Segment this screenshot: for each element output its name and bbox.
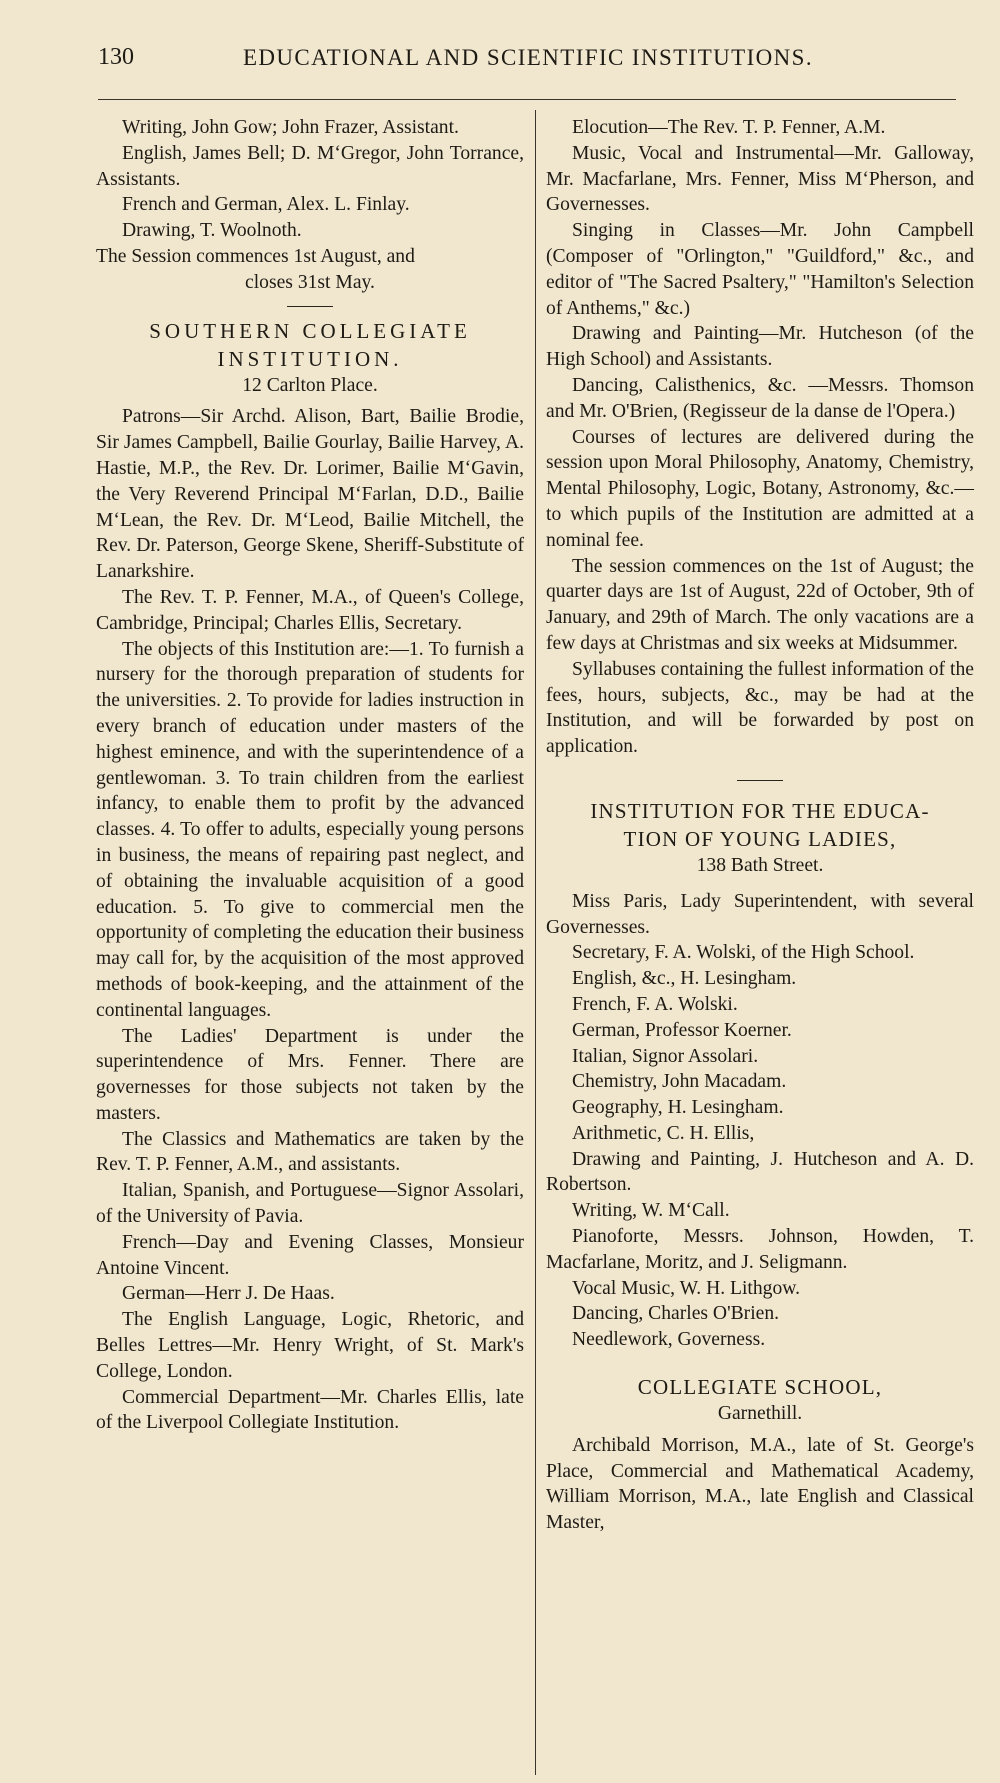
- paragraph: Commercial Department—Mr. Charles Ellis, late of the Liverpool Collegiate Institution.: [96, 1386, 524, 1434]
- paragraph: The objects of this Institution are:—1. To furnish a nursery for the thorough preparation of students for the universities. 2. To provide for ladies instruction in every branch of education under masters of the highest eminence, and with the superintendence of a gentlewoman. 3. To train children from the earliest infancy, to enable them to profit by the advanced classes. 4. To offer to adults, especially young persons in business, the means of repairing past neglect, and of obtaining the invaluable acquisition of a good education. 5. To give to commercial men the opportunity of completing the education their business may call for, by the acquisition of the most approved methods of book-keeping, and the attainment of the continental languages.: [96, 638, 524, 1021]
- paragraph: Miss Paris, Lady Superintendent, with several Governesses.: [546, 890, 974, 938]
- column-divider: [535, 110, 536, 1775]
- list-item: Chemistry, John Macadam.: [572, 1071, 787, 1093]
- page-number: 130: [98, 44, 134, 70]
- list-item: Writing, W. M‘Call.: [572, 1200, 730, 1222]
- section-heading: INSTITUTION.: [217, 346, 403, 371]
- list-item: English, &c., H. Lesingham.: [572, 968, 797, 990]
- paragraph: French and German, Alex. L. Finlay.: [122, 194, 410, 216]
- section-address: 138 Bath Street.: [696, 854, 824, 876]
- paragraph: The Rev. T. P. Fenner, M.A., of Queen's College, Cambridge, Principal; Charles Ellis, Secretary.: [96, 586, 524, 634]
- paragraph: Syllabuses containing the fullest information of the fees, hours, subjects, &c., may be had at the Institution, and will be forwarded by post on application.: [546, 658, 974, 758]
- right-column: [546, 115, 974, 1536]
- paragraph: Dancing, Calisthenics, &c. —Messrs. Thomson and Mr. O'Brien, (Regisseur de la danse de l'Opera.): [546, 374, 974, 422]
- paragraph: The Ladies' Department is under the superintendence of Mrs. Fenner. There are governesses for those subjects not taken by the masters.: [96, 1025, 524, 1124]
- section-heading: COLLEGIATE SCHOOL,: [637, 1375, 883, 1400]
- list-item: Dancing, Charles O'Brien.: [572, 1303, 780, 1325]
- running-title: EDUCATIONAL AND SCIENTIFIC INSTITUTIONS.: [242, 45, 814, 70]
- paragraph: closes 31st May.: [245, 271, 375, 293]
- paragraph: The Classics and Mathematics are taken by the Rev. T. P. Fenner, A.M., and assistants.: [96, 1128, 524, 1176]
- list-item: German, Professor Koerner.: [572, 1019, 792, 1041]
- list-item: Arithmetic, C. H. Ellis,: [572, 1122, 755, 1144]
- paragraph: Music, Vocal and Instrumental—Mr. Galloway, Mr. Macfarlane, Mrs. Fenner, Miss M‘Pherson, and Governesses.: [546, 142, 974, 216]
- paragraph: Writing, John Gow; John Frazer, Assistant.: [122, 117, 459, 138]
- left-column: [96, 115, 524, 1436]
- paragraph: Drawing and Painting—Mr. Hutcheson (of the High School) and Assistants.: [546, 323, 974, 371]
- paragraph: Elocution—The Rev. T. P. Fenner, A.M.: [572, 117, 886, 138]
- list-item: Geography, H. Lesingham.: [572, 1097, 784, 1119]
- paragraph: The Session commences 1st August, and: [96, 245, 415, 267]
- list-item: Needlework, Governess.: [572, 1329, 766, 1351]
- paragraph: Secretary, F. A. Wolski, of the High School.: [572, 942, 915, 964]
- section-heading: TION OF YOUNG LADIES,: [623, 826, 897, 851]
- paragraph: Patrons—Sir Archd. Alison, Bart, Bailie Brodie, Sir James Campbell, Bailie Gourlay, Bailie Harvey, A. Hastie, M.P., the Rev. Dr. Lorimer, Bailie M‘Gavin, the Very Reverend Principal M‘Farlan, D.D., Bailie M‘Lean, the Rev. Dr. M‘Leod, Bailie Mitchell, the Rev. Dr. Paterson, George Skene, Sheriff-Substitute of Lanarkshire.: [96, 406, 524, 583]
- paragraph: The session commences on the 1st of August; the quarter days are 1st of August, 22d of October, 9th of January, and 29th of March. The only vacations are a few days at Christmas and six weeks at Midsummer.: [546, 555, 974, 654]
- paragraph: Courses of lectures are delivered during the session upon Moral Philosophy, Anatomy, Chemistry, Mental Philosophy, Logic, Botany, Astronomy, &c.—to which pupils of the Institution are admitted at a nominal fee.: [546, 426, 974, 551]
- paragraph: German—Herr J. De Haas.: [122, 1283, 335, 1305]
- paragraph: English, James Bell; D. M‘Gregor, John Torrance, Assistants.: [96, 142, 524, 190]
- header-rule: [98, 99, 956, 100]
- paragraph: The English Language, Logic, Rhetoric, and Belles Lettres—Mr. Henry Wright, of St. Mark's College, London.: [96, 1309, 524, 1382]
- section-address: Garnethill.: [717, 1403, 803, 1425]
- list-item: Vocal Music, W. H. Lithgow.: [572, 1277, 801, 1299]
- section-heading: INSTITUTION FOR THE EDUCA-: [590, 798, 930, 823]
- paragraph: Pianoforte, Messrs. Johnson, Howden, T. Macfarlane, Moritz, and J. Seligmann.: [546, 1226, 974, 1273]
- list-item: French, F. A. Wolski.: [572, 993, 738, 1015]
- section-address: 12 Carlton Place.: [242, 374, 378, 396]
- page-header: [98, 44, 958, 84]
- paragraph: Drawing, T. Woolnoth.: [122, 220, 302, 242]
- paragraph: Archibald Morrison, M.A., late of St. George's Place, Commercial and Mathematical Academy, William Morrison, M.A., late English and Classical Master,: [546, 1434, 974, 1534]
- paragraph: Drawing and Painting, J. Hutcheson and A. D. Robertson.: [546, 1148, 974, 1196]
- paragraph: Italian, Spanish, and Portuguese—Signor Assolari, of the University of Pavia.: [96, 1180, 524, 1228]
- list-item: Italian, Signor Assolari.: [572, 1045, 759, 1067]
- paragraph: French—Day and Evening Classes, Monsieur Antoine Vincent.: [96, 1231, 524, 1279]
- paragraph: Singing in Classes—Mr. John Campbell (Composer of "Orlington," "Guildford," &c., and editor of "The Sacred Psaltery," "Hamilton's Selection of Anthems," &c.): [546, 220, 974, 319]
- section-heading: SOUTHERN COLLEGIATE: [149, 318, 471, 343]
